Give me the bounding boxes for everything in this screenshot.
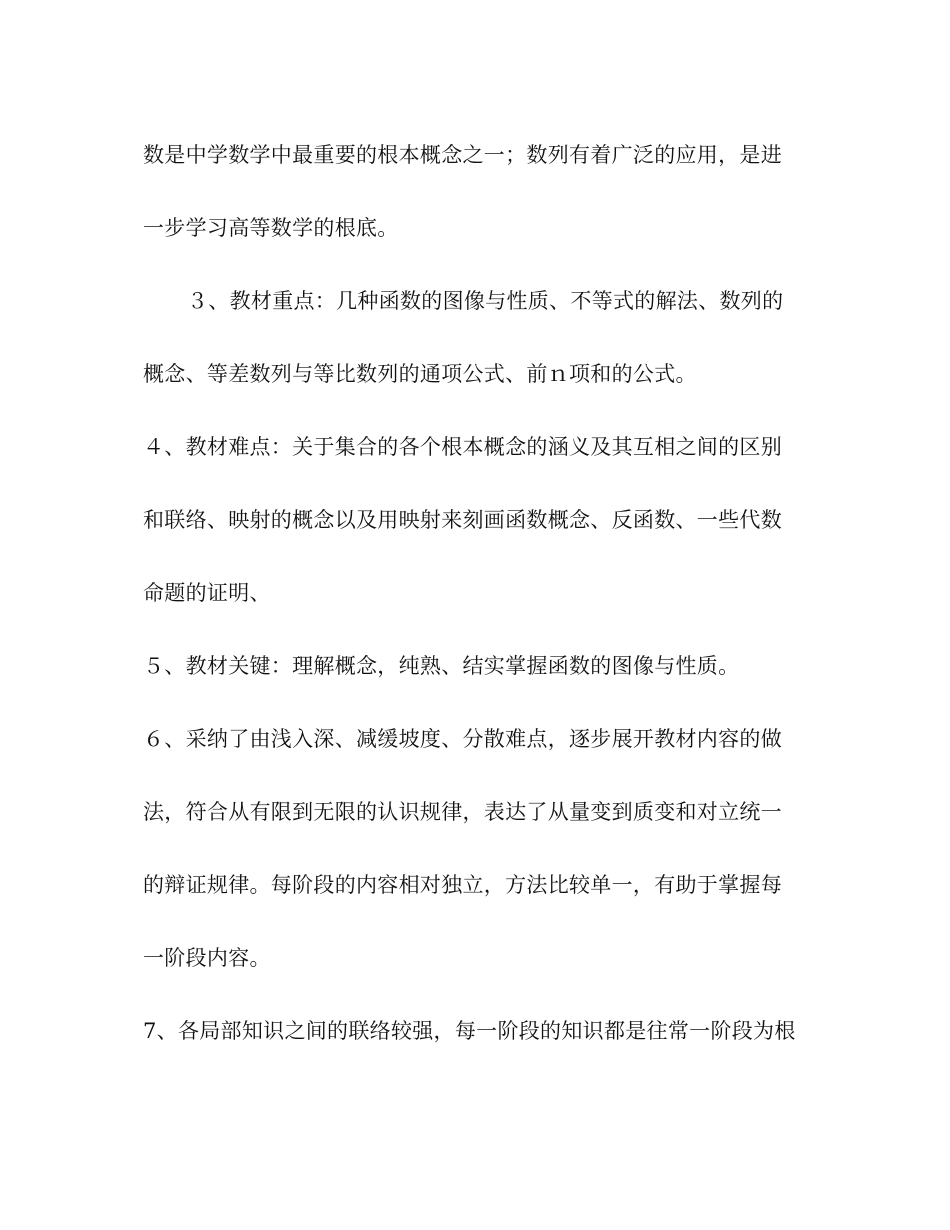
paragraph-line: 命题的证明、: [143, 581, 271, 605]
paragraph-line: 法，符合从有限到无限的认识规律，表达了从量变到质变和对立统一: [143, 800, 782, 824]
paragraph-line: ４、教材难点：关于集合的各个根本概念的涵义及其互相之间的区别: [143, 435, 782, 459]
paragraph-line: ３、教材重点：几种函数的图像与性质、不等式的解法、数列的: [187, 289, 784, 313]
paragraph-line: 一步学习高等数学的根底。: [143, 216, 399, 240]
paragraph-line: 的辩证规律。每阶段的内容相对独立，方法比较单一，有助于掌握每: [143, 873, 782, 897]
paragraph-line: 数是中学数学中最重要的根本概念之一；数列有着广泛的应用，是进: [143, 143, 782, 167]
paragraph-line: 概念、等差数列与等比数列的通项公式、前ｎ项和的公式。: [143, 362, 697, 386]
paragraph-line: ５、教材关键：理解概念，纯熟、结实掌握函数的图像与性质。: [143, 654, 740, 678]
paragraph-line: 7、各局部知识之间的联络较强，每一阶段的知识都是往常一阶段为根: [143, 1019, 796, 1043]
paragraph-line: 和联络、映射的概念以及用映射来刻画函数概念、反函数、一些代数: [143, 508, 782, 532]
paragraph-line: ６、采纳了由浅入深、减缓坡度、分散难点，逐步展开教材内容的做: [143, 727, 782, 751]
paragraph-line: 一阶段内容。: [143, 946, 271, 970]
